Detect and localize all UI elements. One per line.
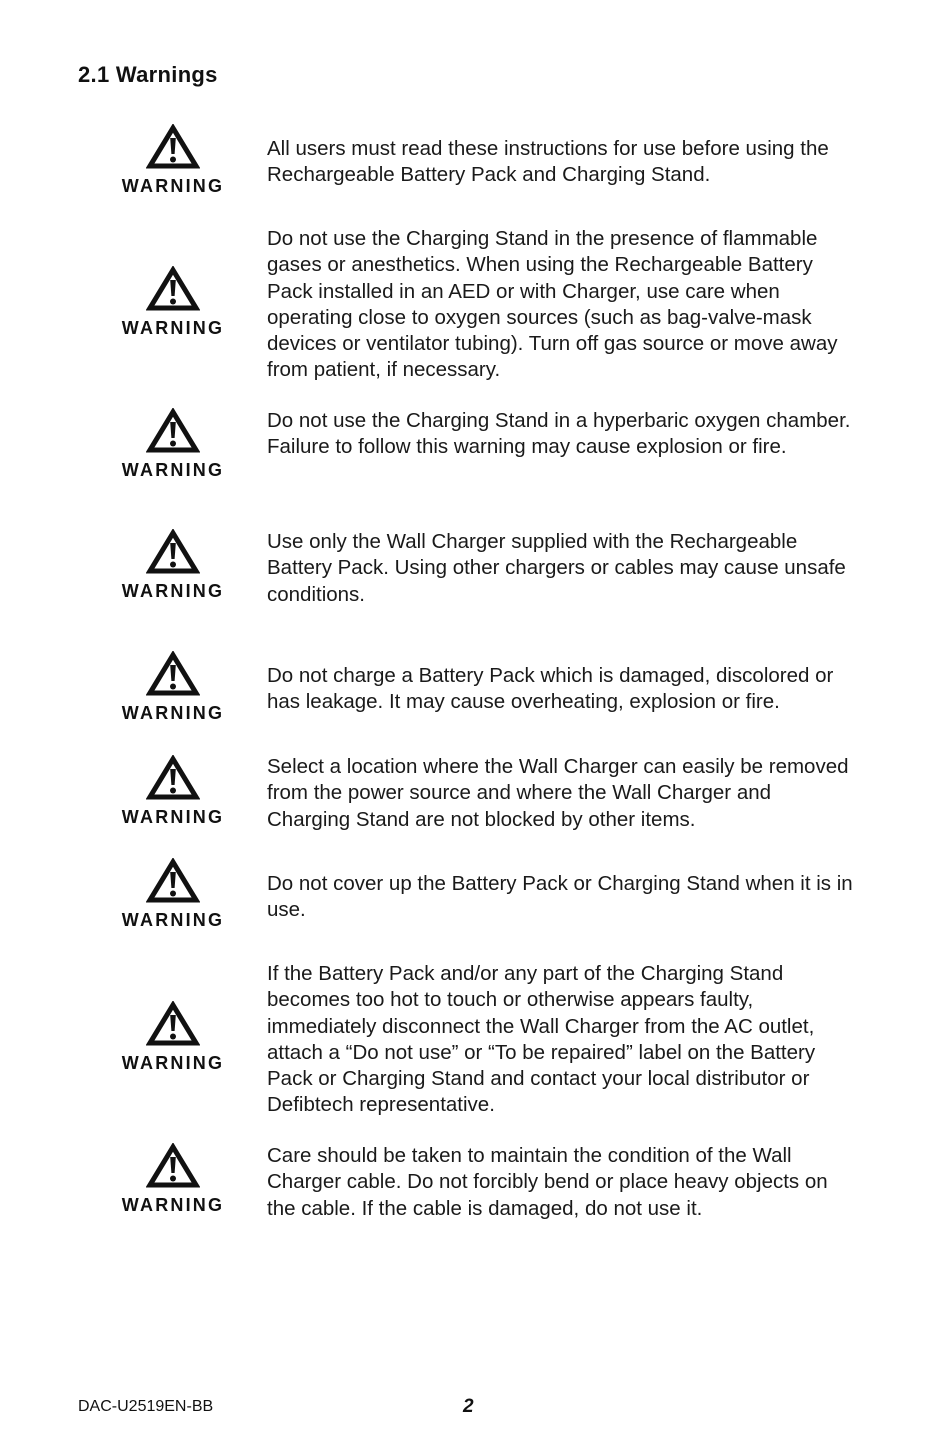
warning-badge: [112, 408, 234, 481]
warning-text: Select a location where the Wall Charger can easily be removed from the power source and where the Wall Charger and Charging Stand are not blocked by other items.: [267, 755, 849, 831]
warning-label: WARNING: [121, 581, 225, 601]
warning-text: Do not use the Charging Stand in the presence of flammable gases or anesthetics. When using the Rechargeable Battery Pack installed in an AED or with Charger, use care when operating close to oxygen sources (such as bag-valve-mask devices or ventilator tubing). Turn off gas source or move away from patient, if necessary.: [267, 227, 838, 382]
warning-triangle-icon: [146, 1001, 200, 1047]
warning-badge: [112, 651, 234, 724]
warning-label: WARNING: [121, 318, 225, 338]
warning-badge: [112, 529, 234, 602]
warning-triangle-icon: [146, 651, 200, 697]
warning-label: WARNING: [121, 1195, 225, 1215]
warning-triangle-icon: [146, 1143, 200, 1189]
warning-triangle-icon: [146, 858, 200, 904]
warning-badge: [112, 1143, 234, 1216]
warning-text: Do not cover up the Battery Pack or Charging Stand when it is in use.: [267, 872, 853, 922]
warning-text: Do not use the Charging Stand in a hyperbaric oxygen chamber. Failure to follow this warning may cause explosion or fire.: [267, 409, 851, 459]
warning-triangle-icon: [146, 124, 200, 170]
warning-text: Use only the Wall Charger supplied with the Rechargeable Battery Pack. Using other chargers or cables may cause unsafe conditions.: [267, 530, 846, 606]
document-code: DAC-U2519EN-BB: [78, 1398, 214, 1415]
warning-badge: [112, 1001, 234, 1074]
warning-label: WARNING: [121, 807, 225, 827]
warning-text: All users must read these instructions for use before using the Rechargeable Battery Pack and Charging Stand.: [267, 137, 829, 187]
warning-label: WARNING: [121, 910, 225, 930]
warning-label: WARNING: [121, 176, 225, 196]
warning-label: WARNING: [121, 703, 225, 723]
warning-text: Do not charge a Battery Pack which is damaged, discolored or has leakage. It may cause overheating, explosion or fire.: [267, 664, 834, 714]
warning-triangle-icon: [146, 755, 200, 801]
warning-text: Care should be taken to maintain the condition of the Wall Charger cable. Do not forcibly bend or place heavy objects on the cable. If the cable is damaged, do not use it.: [267, 1144, 828, 1220]
warning-badge: [112, 755, 234, 828]
warning-triangle-icon: [146, 529, 200, 575]
page-number: 2: [463, 1396, 474, 1417]
warning-triangle-icon: [146, 408, 200, 454]
warning-text: If the Battery Pack and/or any part of the Charging Stand becomes too hot to touch or otherwise appears faulty, immediately disconnect the Wall Charger from the AC outlet, attach a “Do not use” or “To be repaired” label on the Battery Pack or Charging Stand and contact your local distributor or Defibtech representative.: [267, 962, 816, 1117]
warning-label: WARNING: [121, 460, 225, 480]
warning-triangle-icon: [146, 266, 200, 312]
section-title: 2.1 Warnings: [78, 62, 218, 87]
warning-badge: [112, 124, 234, 197]
warning-label: WARNING: [121, 1053, 225, 1073]
warning-badge: [112, 858, 234, 931]
warning-badge: [112, 266, 234, 339]
